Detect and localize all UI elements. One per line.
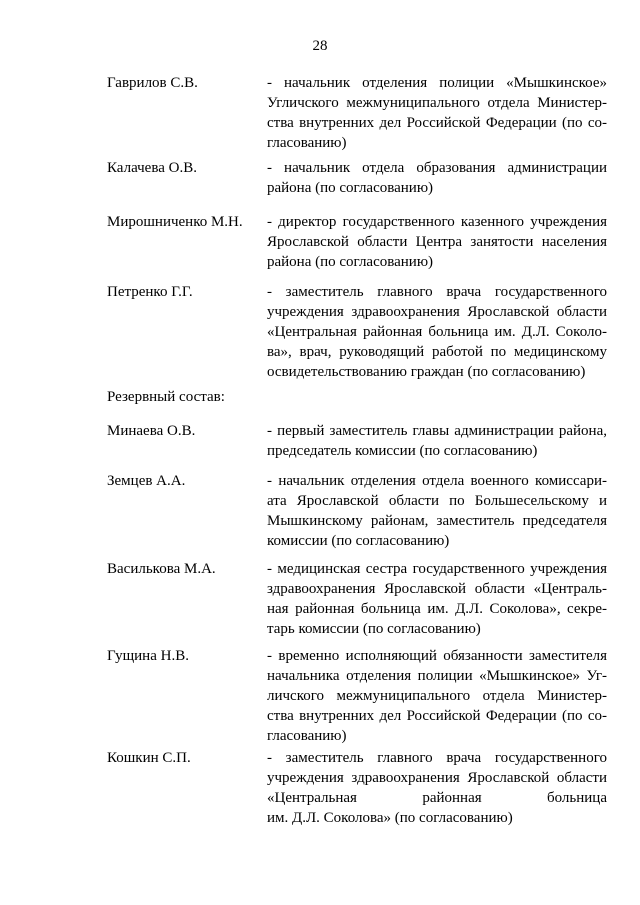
member-name: Земцев А.А. [107, 473, 186, 489]
position-line: - начальник отделения отдела военного комиссари- [267, 473, 607, 489]
position-line: Ярославской области Центра занятости населения [267, 234, 607, 250]
member-name: Минаева О.В. [107, 423, 196, 439]
member-position [267, 421, 607, 461]
position-line: гласованию) [267, 135, 347, 151]
position-line: - начальник отдела образования администрации [267, 160, 607, 176]
reserve-section-title: Резервный состав: [107, 389, 225, 405]
position-line: «Центральная районная больница им. Д.Л. Соколо- [267, 324, 607, 340]
position-line: здравоохранения Ярославской области «Централь- [267, 581, 607, 597]
position-line: района (по согласованию) [267, 180, 434, 196]
page-number: 28 [312, 38, 328, 54]
position-line: - заместитель главного врача государственного [267, 284, 607, 300]
member-position [267, 646, 607, 746]
position-line: - временно исполняющий обязанности заместителя [267, 648, 607, 664]
position-line: - начальник отделения полиции «Мышкинское» [267, 75, 607, 91]
position-line: начальника отделения полиции «Мышкинское» Уг- [267, 668, 607, 684]
member-name: Петренко Г.Г. [107, 284, 193, 300]
position-line: им. Д.Л. Соколова» (по согласованию) [267, 810, 513, 826]
member-position [267, 212, 607, 272]
position-line: освидетельствованию граждан (по согласованию) [267, 364, 586, 380]
member-name: Гаврилов С.В. [107, 75, 198, 91]
member-position [267, 748, 607, 828]
position-line: района (по согласованию) [267, 254, 434, 270]
position-line: Угличского межмуниципального отдела Министер- [267, 95, 607, 111]
position-line: ства внутренних дел Российской Федерации (по со- [267, 115, 607, 131]
member-position [267, 471, 607, 551]
member-name: Калачева О.В. [107, 160, 197, 176]
member-name: Гущина Н.В. [107, 648, 189, 664]
member-name: Кошкин С.П. [107, 750, 191, 766]
position-line: личского межмуниципального отдела Министер- [267, 688, 607, 704]
position-line: «Центральная районная больница [267, 790, 607, 806]
position-line: председатель комиссии (по согласованию) [267, 443, 538, 459]
position-line: учреждения здравоохранения Ярославской области [267, 304, 607, 320]
member-name: Василькова М.А. [107, 561, 216, 577]
position-line: - директор государственного казенного учреждения [267, 214, 607, 230]
position-line: ва», врач, руководящий работой по медицинскому [267, 344, 607, 360]
position-line: - заместитель главного врача государственного [267, 750, 607, 766]
member-position [267, 73, 607, 153]
position-line: тарь комиссии (по согласованию) [267, 621, 481, 637]
position-line: ства внутренних дел Российской Федерации (по со- [267, 708, 607, 724]
position-line: комиссии (по согласованию) [267, 533, 450, 549]
member-name: Мирошниченко М.Н. [107, 214, 243, 230]
member-position [267, 282, 607, 382]
member-position [267, 158, 607, 198]
position-line: - медицинская сестра государственного учреждения [267, 561, 607, 577]
position-line: гласованию) [267, 728, 347, 744]
position-line: учреждения здравоохранения Ярославской области [267, 770, 607, 786]
position-line: ата Ярославской области по Большесельскому и [267, 493, 607, 509]
member-position [267, 559, 607, 639]
position-line: Мышкинскому районам, заместитель председателя [267, 513, 607, 529]
position-line: - первый заместитель главы администрации района, [267, 423, 607, 439]
position-line: ная районная больница им. Д.Л. Соколова», секре- [267, 601, 607, 617]
